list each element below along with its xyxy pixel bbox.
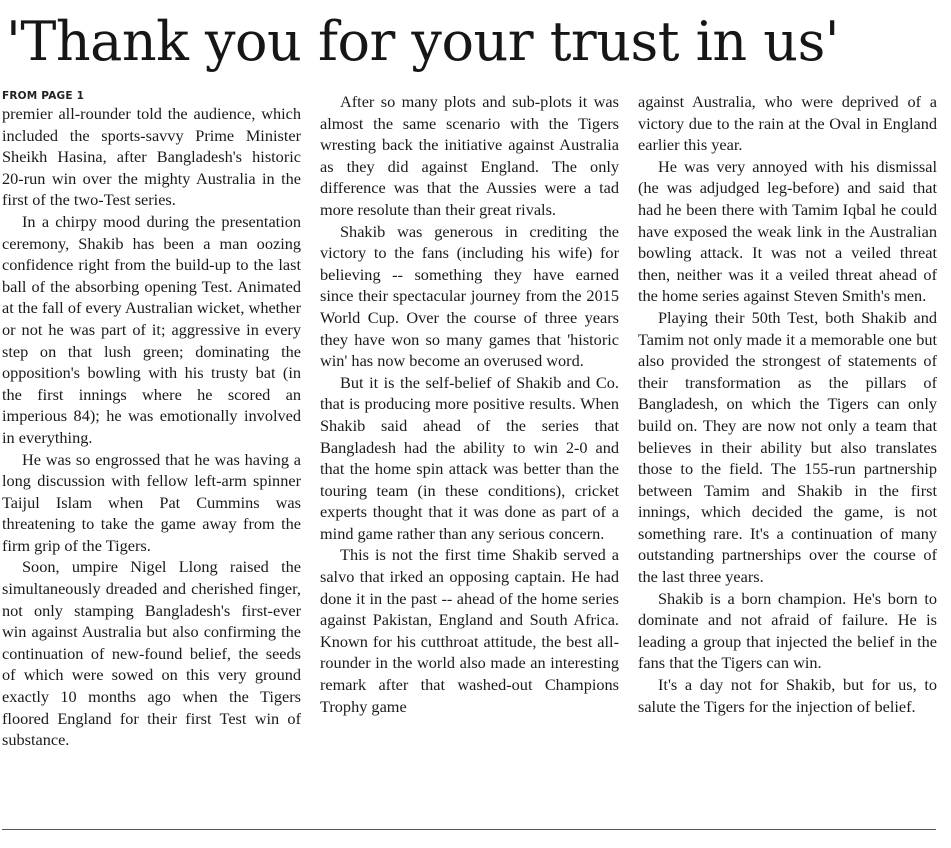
column-3	[638, 91, 937, 717]
paragraph: In a chirpy mood during the presentation ceremony, Shakib has been a man oozing confidence right from the build-up to the last ball of the absorbing opening Test. Animated at the fall of every Australian wicket, whether or not he was part of it; aggressive in every step on that lush green; dominating the opposition's bowling with his trusty bat (in the first innings where he scored an imperious 84); he was emotionally involved in everything.	[2, 211, 301, 447]
continuation-kicker: FROM PAGE 1	[2, 90, 85, 102]
paragraph: It's a day not for Shakib, but for us, to salute the Tigers for the injection of belief.	[638, 675, 937, 716]
article-body	[0, 88, 951, 818]
paragraph: He was very annoyed with his dismissal (he was adjudged leg-before) and said that had he been there with Tamim Iqbal he could have exposed the weak link in the Australian bowling attack. It was not a veiled threat then, neither was it a veiled threat ahead of the home series against Steven Smith's men.	[638, 156, 937, 306]
headline: 'Thank you for your trust in us'	[6, 10, 840, 73]
column-1	[2, 89, 301, 751]
paragraph: against Australia, who were deprived of a victory due to the rain at the Oval in England earlier this year.	[638, 92, 937, 155]
paragraph: After so many plots and sub-plots it was almost the same scenario with the Tigers wresting back the initiative against Australia as they did against England. The only difference was that the Aussies were a tad more resolute than their great rivals.	[320, 92, 619, 219]
paragraph: This is not the first time Shakib served a salvo that irked an opposing captain. He had done it in the past -- ahead of the home series against Pakistan, England and South Africa. Known for his cutthroat attitude, the best all-rounder in the world also made an interesting remark after that washed-out Champions Trophy game	[320, 545, 619, 716]
paragraph: Shakib is a born champion. He's born to dominate and not afraid of failure. He is leading a group that injected the belief in the fans that the Tigers can win.	[638, 588, 937, 673]
paragraph: premier all-rounder told the audience, which included the sports-savvy Prime Minister Sheikh Hasina, after Bangladesh's historic 20-run win over the mighty Australia in the first of the two-Test series.	[2, 104, 301, 210]
paragraph: Soon, umpire Nigel Llong raised the simultaneously dreaded and cherished finger, not only stamping Bangladesh's first-ever win against Australia but also confirming the continuation of new-found belief, the seeds of which were sowed on this very ground exactly 10 months ago when the Tigers floored England for their first Test win of substance.	[2, 557, 301, 750]
paragraph: Playing their 50th Test, both Shakib and Tamim not only made it a memorable one but also provided the strongest of statements of their transformation as the pillars of Bangladesh, on which the Tigers can only build on. They are now not only a team that believes in their ability but also translates those to the field. The 155-run partnership between Tamim and Shakib in the first innings, which decided the game, is not something rare. It's a continuation of many outstanding partnerships over the course of the last three years.	[638, 307, 937, 587]
column-2	[320, 91, 619, 717]
paragraph: He was so engrossed that he was having a long discussion with fellow left-arm spinner Taijul Islam when Pat Cummins was threatening to take the game away from the firm grip of the Tigers.	[2, 449, 301, 555]
paragraph: But it is the self-belief of Shakib and Co. that is producing more positive results. When Shakib said ahead of the series that Bangladesh had the ability to win 2-0 and that the home spin attack was better than the touring team (in these conditions), cricket experts thought that it was done as part of a mind game rather than any serious concern.	[320, 372, 619, 543]
bottom-divider	[2, 829, 936, 830]
paragraph: Shakib was generous in crediting the victory to the fans (including his wife) for believing -- something they have earned since their spectacular journey from the 2015 World Cup. Over the course of three years they have won so many games that 'historic win' has now become an overused word.	[320, 221, 619, 371]
